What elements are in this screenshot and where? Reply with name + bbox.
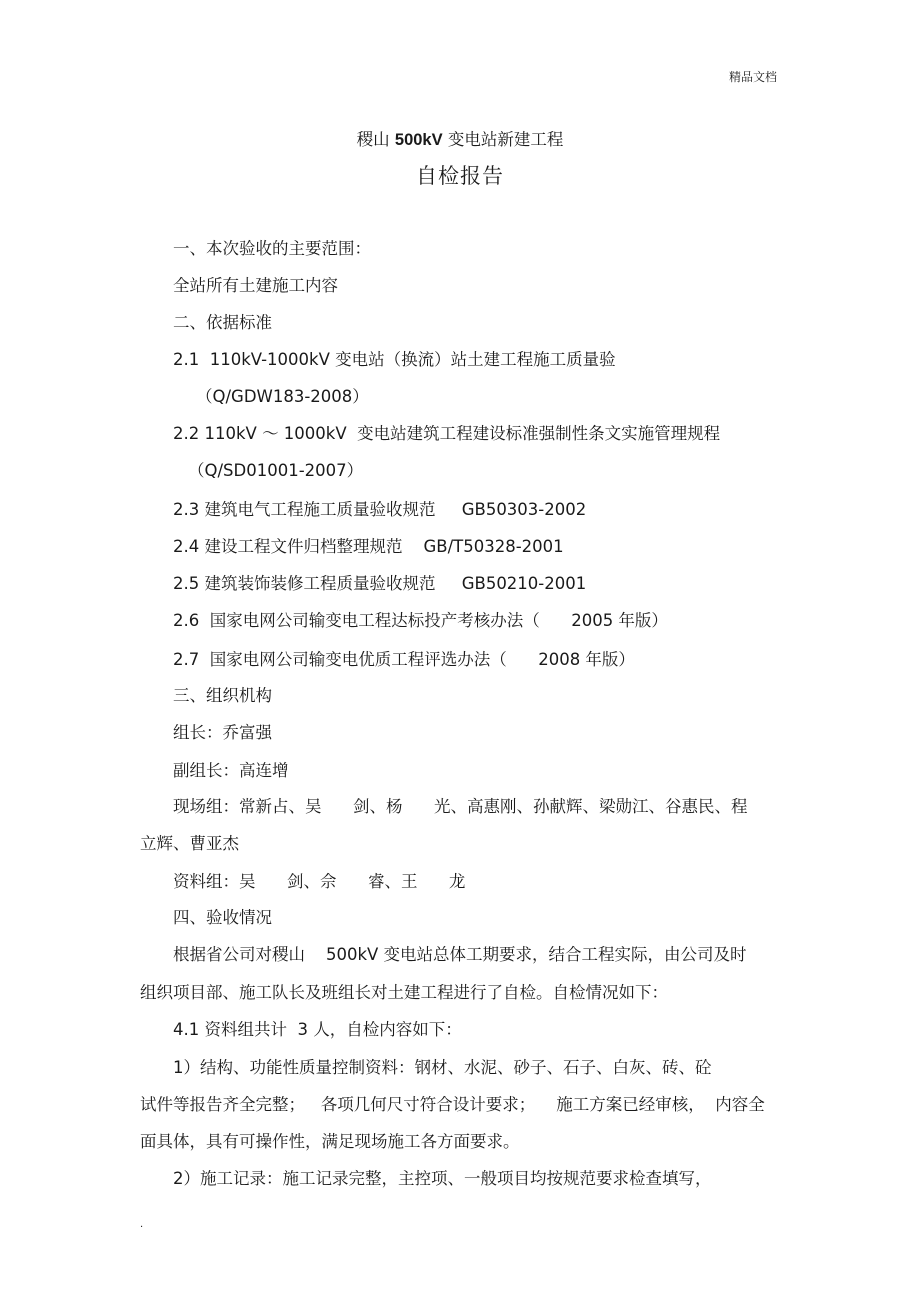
standard-code: （Q/SD01001-2007） [188, 461, 364, 480]
footer-dot: . [140, 1219, 144, 1230]
paragraph-line: 1）结构、功能性质量控制资料：钢材、水泥、砂子、石子、白灰、砖、砼 [173, 1058, 712, 1077]
standard-code: （Q/GDW183-2008） [196, 387, 369, 406]
text-line: 立辉、曹亚杰 [140, 834, 239, 853]
paragraph-line: 2）施工记录：施工记录完整，主控项、一般项目均按规范要求检查填写， [173, 1169, 712, 1188]
text-line: 现场组：常新占、吴 剑、杨 光、高惠刚、孙献辉、梁勋江、谷惠民、程 [173, 797, 748, 816]
section-heading-4: 四、验收情况 [173, 908, 272, 927]
text-line: 组长：乔富强 [173, 723, 272, 742]
standard-item: 2.6 国家电网公司输变电工程达标投产考核办法（ 2005 年版） [173, 611, 668, 630]
paragraph-line: 4.1 资料组共计 3 人，自检内容如下： [173, 1020, 462, 1039]
standard-item: 2.7 国家电网公司输变电优质工程评选办法（ 2008 年版） [173, 650, 635, 669]
paragraph-line: 根据省公司对稷山 500kV 变电站总体工期要求，结合工程实际，由公司及时 [173, 945, 747, 964]
section-heading-3: 三、组织机构 [173, 686, 272, 705]
standard-item: 2.1 110kV-1000kV 变电站（换流）站土建工程施工质量验 [173, 350, 616, 369]
paragraph-line: 组织项目部、施工队长及班组长对土建工程进行了自检。自检情况如下： [140, 983, 668, 1002]
standard-item: 2.3 建筑电气工程施工质量验收规范 GB50303-2002 [173, 500, 587, 519]
corner-label: 精品文档 [728, 70, 777, 84]
standard-item: 2.4 建设工程文件归档整理规范 GB/T50328-2001 [173, 537, 564, 556]
text-line: 副组长：高连增 [173, 761, 289, 780]
paragraph-line: 试件等报告齐全完整； 各项几何尺寸符合设计要求； 施工方案已经审核， 内容全 [140, 1095, 765, 1114]
section-heading-1: 一、本次验收的主要范围： [173, 239, 371, 258]
document-subtitle: 自检报告 [416, 164, 504, 188]
paragraph-line: 面具体，具有可操作性，满足现场施工各方面要求。 [140, 1132, 520, 1151]
standard-item: 2.2 110kV ～ 1000kV 变电站建筑工程建设标准强制性条文实施管理规程 [173, 424, 721, 443]
section-heading-2: 二、依据标准 [173, 313, 272, 332]
text-line: 全站所有土建施工内容 [173, 276, 338, 295]
text-line: 资料组：吴 剑、佘 睿、王 龙 [173, 872, 466, 891]
title-prefix: 稷山 [356, 130, 395, 149]
title-bold: 500kV [394, 131, 443, 149]
document-title [0, 126, 920, 150]
standard-item: 2.5 建筑装饰装修工程质量验收规范 GB50210-2001 [173, 574, 587, 593]
title-suffix: 变电站新建工程 [442, 130, 564, 149]
